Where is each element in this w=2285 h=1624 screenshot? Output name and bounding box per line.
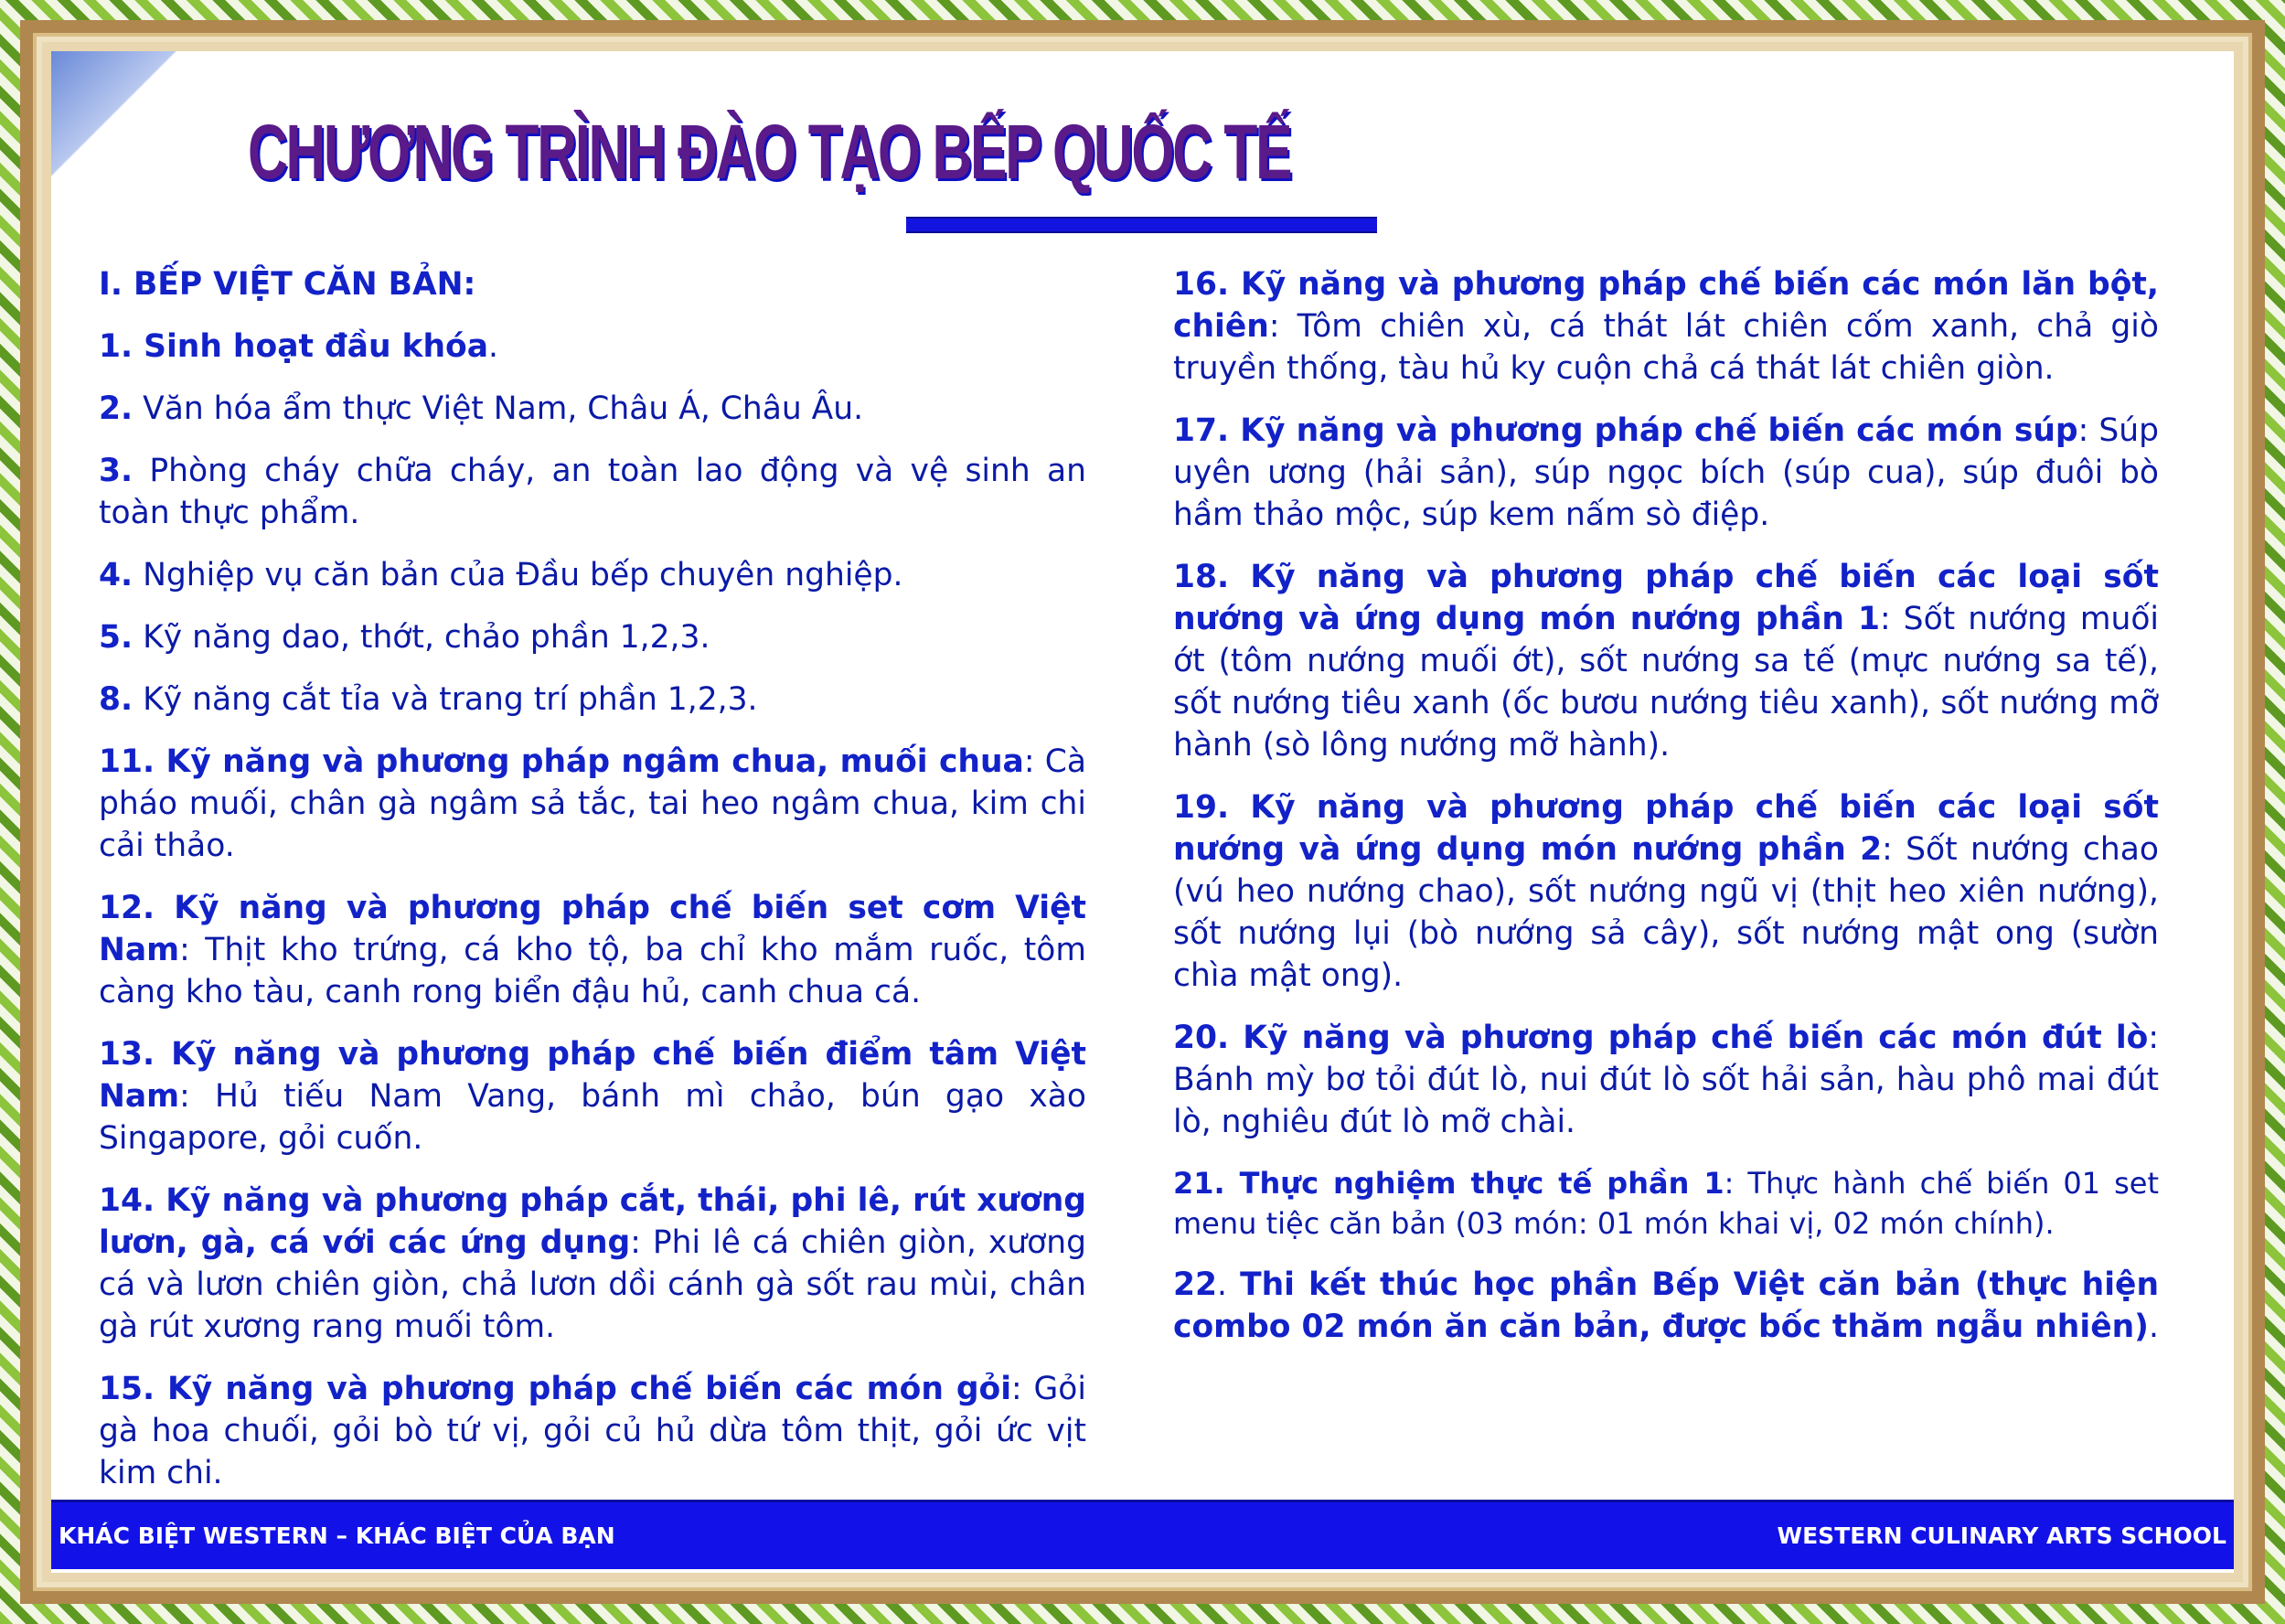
curriculum-item-16: 16. Kỹ năng và phương pháp chế biến các món lăn bột, chiên: Tôm chiên xù, cá thát lát chiên cốm xanh, chả giò truyền thống, tàu hủ ky cuộn chả cá thát lát chiên giòn. bbox=[1173, 266, 2159, 387]
curriculum-item-11: 11. Kỹ năng và phương pháp ngâm chua, muối chua: Cà pháo muối, chân gà ngâm sả tắc, tai heo ngâm chua, kim chi cải thảo. bbox=[99, 743, 1087, 864]
curriculum-item-20: 20. Kỹ năng và phương pháp chế biến các món đút lò: Bánh mỳ bơ tỏi đút lò, nui đút lò sốt hải sản, hàu phô mai đút lò, nghiêu đút lò mỡ chài. bbox=[1173, 1020, 2159, 1140]
curriculum-item-15: 15. Kỹ năng và phương pháp chế biến các món gỏi: Gỏi gà hoa chuối, gỏi bò tứ vị, gỏi củ hủ dừa tôm thịt, gỏi ức vịt kim chi. bbox=[99, 1371, 1086, 1491]
curriculum-item-14: 14. Kỹ năng và phương pháp cắt, thái, phi lê, rút xương lươn, gà, cá với các ứng dụng: Phi lê cá chiên giòn, xương cá và lươn chiên giòn, chả lươn dồi cánh gà sốt rau mùi, chân gà rút xương rang muối tôm. bbox=[99, 1182, 1086, 1345]
curriculum-item-21: 21. Thực nghiệm thực tế phần 1: Thực hành chế biến 01 set menu tiệc căn bản (03 món: 01 món khai vị, 02 món chính). bbox=[1173, 1166, 2160, 1241]
footer-school-name: WESTERN CULINARY ARTS SCHOOL bbox=[1777, 1522, 2226, 1549]
footer-slogan: KHÁC BIỆT WESTERN – KHÁC BIỆT CỦA BẠN bbox=[59, 1522, 615, 1549]
curriculum-item-12: 12. Kỹ năng và phương pháp chế biến set cơm Việt Nam: Thịt kho trứng, cá kho tộ, ba chỉ kho mắm ruốc, tôm càng kho tàu, canh rong biển đậu hủ, canh chua cá. bbox=[99, 890, 1086, 1010]
curriculum-item-5: 5. Kỹ năng dao, thớt, chảo phần 1,2,3. bbox=[99, 619, 710, 656]
curriculum-item-4: 4. Nghiệp vụ căn bản của Đầu bếp chuyên nghiệp. bbox=[99, 557, 903, 593]
document-page bbox=[51, 51, 2234, 1573]
curriculum-item-13: 13. Kỹ năng và phương pháp chế biến điểm tâm Việt Nam: Hủ tiếu Nam Vang, bánh mì chảo, bún gạo xào Singapore, gỏi cuốn. bbox=[99, 1036, 1086, 1157]
curriculum-item-19: 19. Kỹ năng và phương pháp chế biến các loại sốt nướng và ứng dụng món nướng phần 2: Sốt nướng chao (vú heo nướng chao), sốt nướng ngũ vị (thịt heo xiên nướng), sốt nướng lụi (bò nướng sả cây), sốt nướng mật ong (sườn chìa mật ong). bbox=[1173, 789, 2159, 994]
curriculum-item-8: 8. Kỹ năng cắt tỉa và trang trí phần 1,2,3. bbox=[99, 681, 758, 718]
page-title: CHƯƠNG TRÌNH ĐÀO TẠO BẾP QUỐC TẾ bbox=[248, 109, 1291, 195]
curriculum-item-22: 22. Thi kết thúc học phần Bếp Việt căn bản (thực hiện combo 02 món ăn căn bản, được bốc thăm ngẫu nhiên). bbox=[1173, 1266, 2160, 1345]
curriculum-item-2: 2. Văn hóa ẩm thực Việt Nam, Châu Á, Châu Âu. bbox=[99, 390, 864, 427]
curriculum-item-17: 17. Kỹ năng và phương pháp chế biến các món súp: Súp uyên ương (hải sản), súp ngọc bích (súp cua), súp đuôi bò hầm thảo mộc, súp kem nấm sò điệp. bbox=[1173, 412, 2160, 533]
curriculum-item-1: 1. Sinh hoạt đầu khóa. bbox=[99, 328, 498, 365]
title-underline bbox=[906, 217, 1377, 233]
corner-fold-decoration bbox=[51, 51, 188, 188]
right-column bbox=[1173, 263, 2159, 1368]
curriculum-item-3: 3. Phòng cháy chữa cháy, an toàn lao động và vệ sinh an toàn thực phẩm. bbox=[99, 453, 1086, 531]
section-heading: I. BẾP VIỆT CĂN BẢN: bbox=[99, 266, 476, 303]
left-column bbox=[99, 263, 1086, 1514]
footer-bar bbox=[51, 1500, 2234, 1569]
curriculum-item-18: 18. Kỹ năng và phương pháp chế biến các loại sốt nướng và ứng dụng món nướng phần 1: Sốt nướng muối ớt (tôm nướng muối ớt), sốt nướng sa tế (mực nướng sa tế), sốt nướng tiêu xanh (ốc bươu nướng tiêu xanh), sốt nướng mỡ hành (sò lông nướng mỡ hành). bbox=[1173, 559, 2160, 764]
